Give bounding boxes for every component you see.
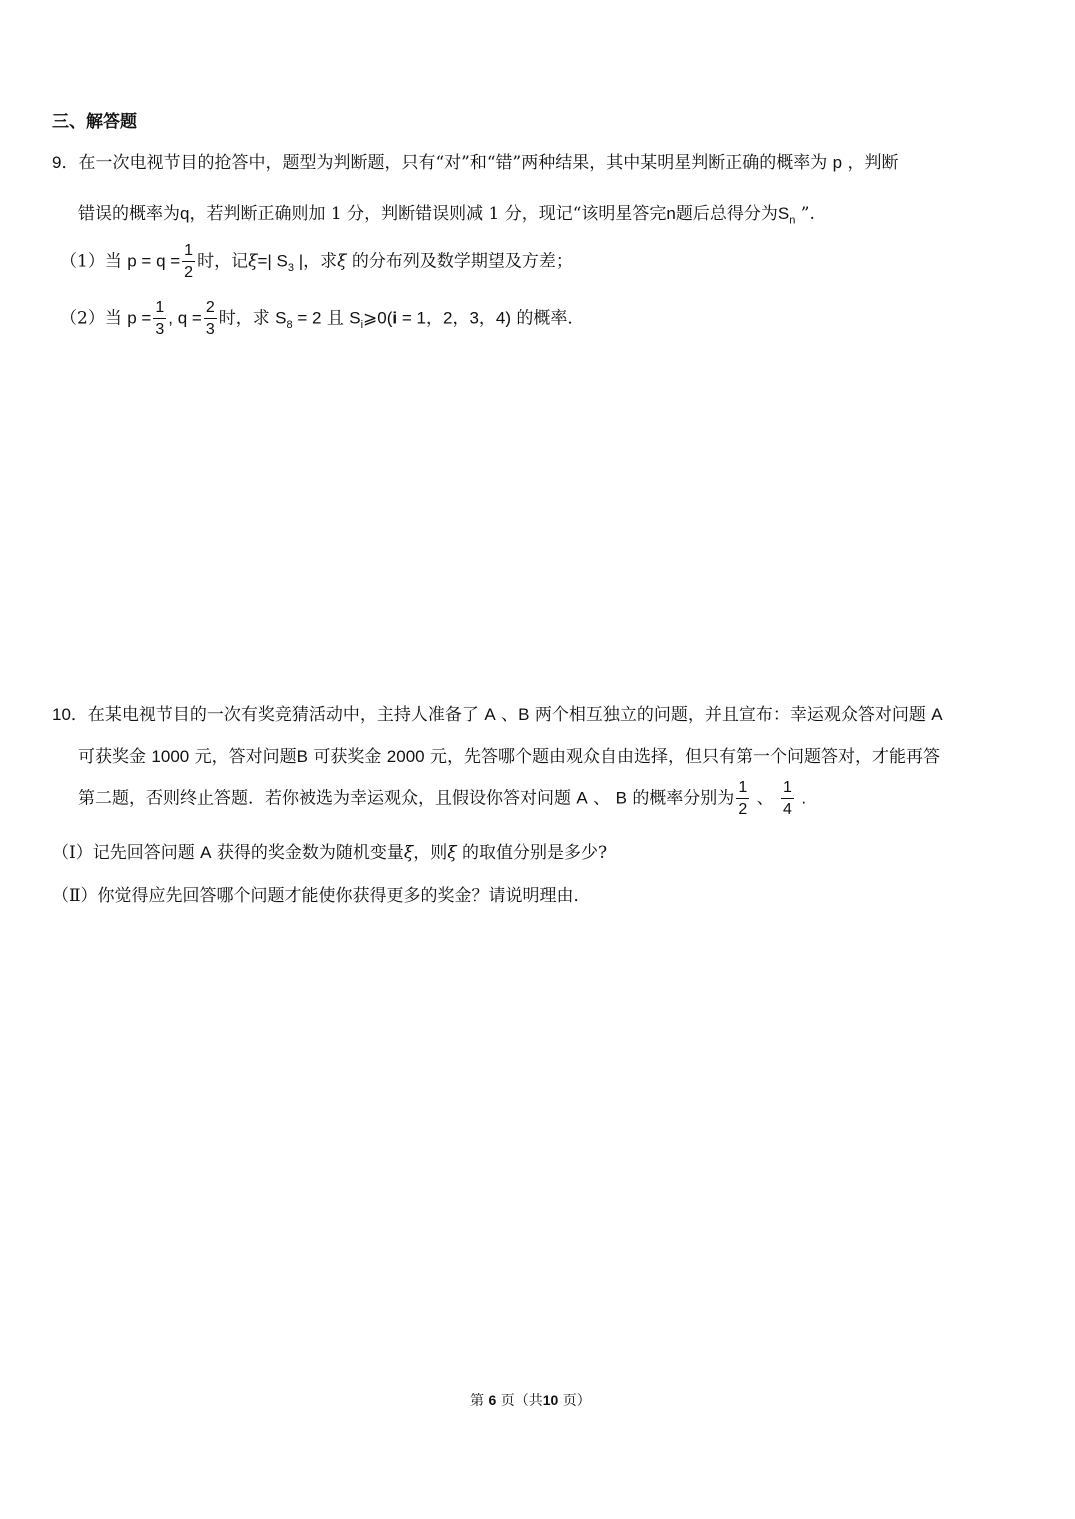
q10-line2: 可获奖金 1000 元，答对问题B 可获奖金 2000 元，先答哪个题由观众自由选择，但只有第一个问题答对，才能再答 (78, 747, 941, 767)
q9-part1: （1）当 p = q = $\frac{1}{2}$ 时，记ξ=| $S_3$ |，求ξ 的分布列及数学期望及方差； (60, 242, 573, 281)
q9-line2: 错误的概率为q，若判断正确则加 1 分，判断错误则减 1 分，现记“该明星答完n题后总得分为$S_n$ ”. (78, 204, 815, 227)
q10-part2: （Ⅱ）你觉得应先回答哪个问题才能使你获得更多的奖金？请说明理由． (52, 886, 591, 906)
fraction-one-half-b: $\frac{1}{2}$ (738, 779, 748, 818)
section-title: 三、解答题 (52, 112, 137, 132)
fraction-two-thirds: $\frac{2}{3}$ (205, 299, 215, 338)
q9-part2: （2）当 p = $\frac{1}{3}$ , q = $\frac{2}{3}$ 时，求 $S_8 = 2$ 且 $S_i⩾0(i = 1$，2，3，4) 的概率． (60, 299, 585, 338)
q10-line1: 10．在某电视节目的一次有奖竞猜活动中，主持人准备了 A 、B 两个相互独立的问题，并且宣布：幸运观众答对问题 A (52, 705, 943, 725)
q10-line3: 第二题，否则终止答题．若你被选为幸运观众，且假设你答对问题 A 、 B 的概率分别为 $\frac{1}{2}$ 、 $\frac{1}{4}$ . (78, 779, 807, 818)
q10-part1: （Ⅰ）记先回答问题 A 获得的奖金数为随机变量ξ，则ξ 的取值分别是多少? (52, 843, 608, 863)
fraction-one-quarter: $\frac{1}{4}$ (783, 779, 792, 818)
q9-line1: 9．在一次电视节目的抢答中，题型为判断题，只有“对”和“错”两种结果，其中某明星判断正确的概率为 p ，判断 (52, 153, 899, 173)
fraction-one-third: $\frac{1}{3}$ (155, 299, 165, 338)
page-footer: 第 6 页（共10 页） (470, 1392, 591, 1409)
fraction-one-half: $\frac{1}{2}$ (184, 242, 194, 281)
